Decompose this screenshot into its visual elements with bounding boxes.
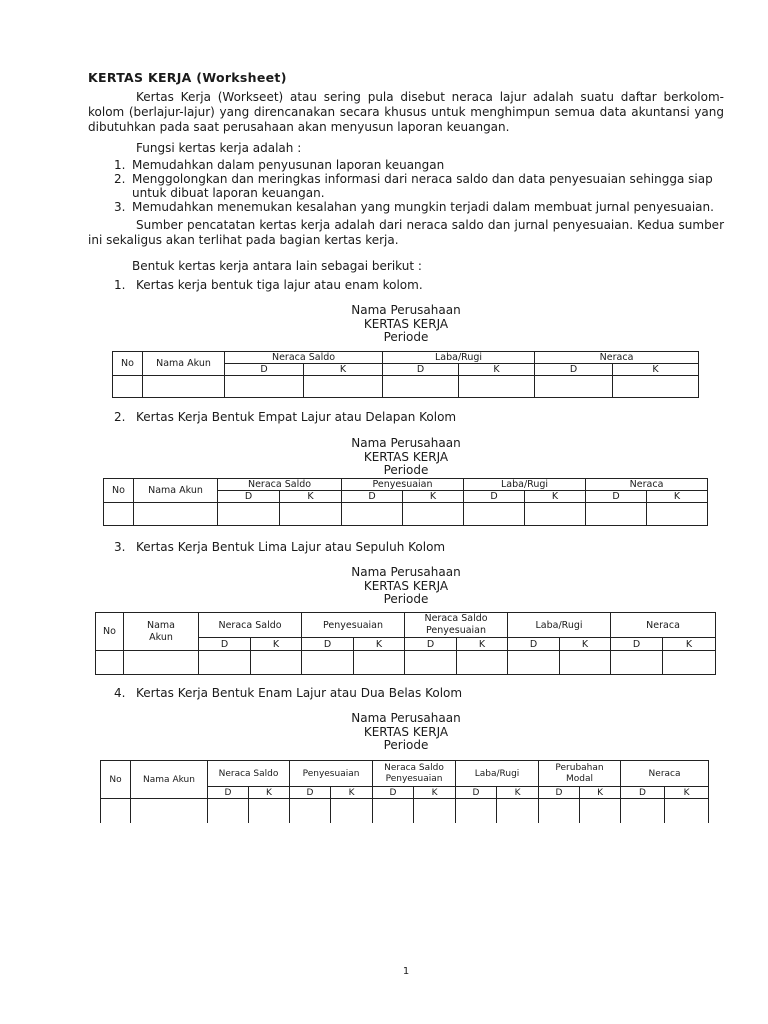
header-kredit: K xyxy=(525,491,586,503)
list-item xyxy=(88,200,724,214)
header-debit: D xyxy=(218,491,280,503)
header-group: Perubahan Modal xyxy=(539,761,621,787)
section-4-heading xyxy=(114,686,462,700)
table-row xyxy=(113,376,699,398)
section-1-caption xyxy=(0,304,768,345)
list-item-text: Memudahkan menemukan kesalahan yang mungkin terjadi dalam membuat jurnal penyesuaian. xyxy=(132,200,714,214)
table-row xyxy=(101,799,709,823)
header-group: Penyesuaian xyxy=(342,479,464,491)
header-kredit: K xyxy=(457,638,508,651)
header-kredit: K xyxy=(560,638,611,651)
header-group: Neraca xyxy=(611,613,716,638)
header-group: Laba/Rugi xyxy=(456,761,539,787)
header-group: Neraca xyxy=(535,352,699,364)
header-kredit: K xyxy=(459,364,535,376)
header-nama-akun: Nama Akun xyxy=(124,613,199,651)
list-item-text: Memudahkan dalam penyusunan laporan keuangan xyxy=(132,158,445,172)
header-kredit: K xyxy=(414,787,456,799)
section-number: 1. xyxy=(114,278,126,292)
header-group: Penyesuaian xyxy=(290,761,373,787)
header-no: No xyxy=(104,479,134,503)
header-debit: D xyxy=(405,638,457,651)
header-group: Laba/Rugi xyxy=(464,479,586,491)
header-debit: D xyxy=(208,787,249,799)
header-debit: D xyxy=(535,364,613,376)
section-2-heading xyxy=(114,410,456,424)
section-title: Kertas Kerja Bentuk Lima Lajur atau Sepuluh Kolom xyxy=(136,540,446,554)
header-group: Neraca xyxy=(586,479,708,491)
header-debit: D xyxy=(225,364,304,376)
header-debit: D xyxy=(383,364,459,376)
header-group: Neraca Saldo xyxy=(199,613,302,638)
list-item-number: 3. xyxy=(114,200,126,214)
caption-title: KERTAS KERJA xyxy=(363,316,449,331)
caption-period: Periode xyxy=(383,463,429,477)
header-debit: D xyxy=(199,638,251,651)
list-item xyxy=(88,158,724,172)
header-group: Penyesuaian xyxy=(302,613,405,638)
header-kredit: K xyxy=(280,491,342,503)
header-debit: D xyxy=(539,787,580,799)
section-3-caption xyxy=(0,566,768,607)
header-kredit: K xyxy=(647,491,708,503)
header-no: No xyxy=(101,761,131,799)
header-debit: D xyxy=(373,787,414,799)
header-group: Laba/Rugi xyxy=(383,352,535,364)
fungsi-heading-block xyxy=(88,141,724,156)
section-1-heading xyxy=(114,278,423,292)
header-group: Neraca Saldo Penyesuaian xyxy=(405,613,508,638)
list-item-text: Menggolongkan dan meringkas informasi dari neraca saldo dan data penyesuaian sehingga siap untuk dibuat laporan keuangan. xyxy=(132,172,713,200)
sumber-text: Sumber pencatatan kertas kerja adalah dari neraca saldo dan jurnal penyesuaian. Kedua sumber ini sekaligus akan terlihat pada bagian kertas kerja. xyxy=(88,218,724,247)
header-no: No xyxy=(96,613,124,651)
caption-period: Periode xyxy=(383,738,429,752)
list-item-number: 2. xyxy=(114,172,126,186)
bentuk-heading: Bentuk kertas kerja antara lain sebagai berikut : xyxy=(132,259,422,273)
section-title: Kertas Kerja Bentuk Empat Lajur atau Delapan Kolom xyxy=(136,410,457,424)
header-debit: D xyxy=(464,491,525,503)
worksheet-table-10-kolom xyxy=(95,612,716,675)
worksheet-table-8-kolom xyxy=(103,478,708,526)
header-debit: D xyxy=(456,787,497,799)
header-kredit: K xyxy=(304,364,383,376)
intro-text: Kertas Kerja (Workseet) atau sering pula disebut neraca lajur adalah suatu daftar berkolom-kolom (berlajur-lajur) yang direncanakan secara khusus untuk menghimpun semua data akuntansi yang dibutuhkan pada saat perusahaan akan menyusun laporan keuangan. xyxy=(88,90,724,134)
section-number: 4. xyxy=(114,686,126,700)
caption-company: Nama Perusahaan xyxy=(351,436,461,450)
header-kredit: K xyxy=(665,787,709,799)
caption-period: Periode xyxy=(383,330,429,344)
caption-title: KERTAS KERJA xyxy=(363,724,449,739)
header-debit: D xyxy=(342,491,403,503)
page-number: 1 xyxy=(402,966,410,977)
header-group: Neraca Saldo xyxy=(208,761,290,787)
header-kredit: K xyxy=(331,787,373,799)
header-kredit: K xyxy=(249,787,290,799)
header-kredit: K xyxy=(663,638,716,651)
section-title: Kertas Kerja Bentuk Enam Lajur atau Dua Belas Kolom xyxy=(136,686,463,700)
fungsi-list xyxy=(88,158,724,214)
header-kredit: K xyxy=(613,364,699,376)
sumber-paragraph xyxy=(88,218,724,248)
section-number: 2. xyxy=(114,410,126,424)
header-debit: D xyxy=(508,638,560,651)
bentuk-heading-block xyxy=(88,259,724,274)
caption-company: Nama Perusahaan xyxy=(351,565,461,579)
header-debit: D xyxy=(586,491,647,503)
header-group: Neraca Saldo xyxy=(225,352,383,364)
header-debit: D xyxy=(302,638,354,651)
header-kredit: K xyxy=(251,638,302,651)
header-nama-akun: Nama Akun xyxy=(131,761,208,799)
header-group: Neraca Saldo Penyesuaian xyxy=(373,761,456,787)
fungsi-heading: Fungsi kertas kerja adalah : xyxy=(136,141,302,155)
header-kredit: K xyxy=(354,638,405,651)
intro-paragraph xyxy=(88,90,724,135)
header-debit: D xyxy=(611,638,663,651)
section-title: Kertas kerja bentuk tiga lajur atau enam kolom. xyxy=(136,278,423,292)
worksheet-table-12-kolom xyxy=(100,760,709,823)
header-nama-akun: Nama Akun xyxy=(143,352,225,376)
header-nama-akun: Nama Akun xyxy=(134,479,218,503)
caption-company: Nama Perusahaan xyxy=(351,303,461,317)
header-debit: D xyxy=(290,787,331,799)
caption-title: KERTAS KERJA xyxy=(363,449,449,464)
worksheet-table-6-kolom xyxy=(112,351,699,398)
caption-period: Periode xyxy=(383,592,429,606)
section-2-caption xyxy=(0,437,768,478)
header-group: Laba/Rugi xyxy=(508,613,611,638)
section-number: 3. xyxy=(114,540,126,554)
header-kredit: K xyxy=(580,787,621,799)
section-3-heading xyxy=(114,540,445,554)
document-title: KERTAS KERJA (Worksheet) xyxy=(88,70,287,85)
section-4-caption xyxy=(0,712,768,753)
list-item xyxy=(88,172,724,200)
caption-company: Nama Perusahaan xyxy=(351,711,461,725)
header-group: Neraca xyxy=(621,761,709,787)
table-row xyxy=(96,651,716,675)
header-debit: D xyxy=(621,787,665,799)
header-no: No xyxy=(113,352,143,376)
table-row xyxy=(104,503,708,526)
list-item-number: 1. xyxy=(114,158,126,172)
header-kredit: K xyxy=(403,491,464,503)
header-group: Neraca Saldo xyxy=(218,479,342,491)
header-kredit: K xyxy=(497,787,539,799)
caption-title: KERTAS KERJA xyxy=(363,578,449,593)
